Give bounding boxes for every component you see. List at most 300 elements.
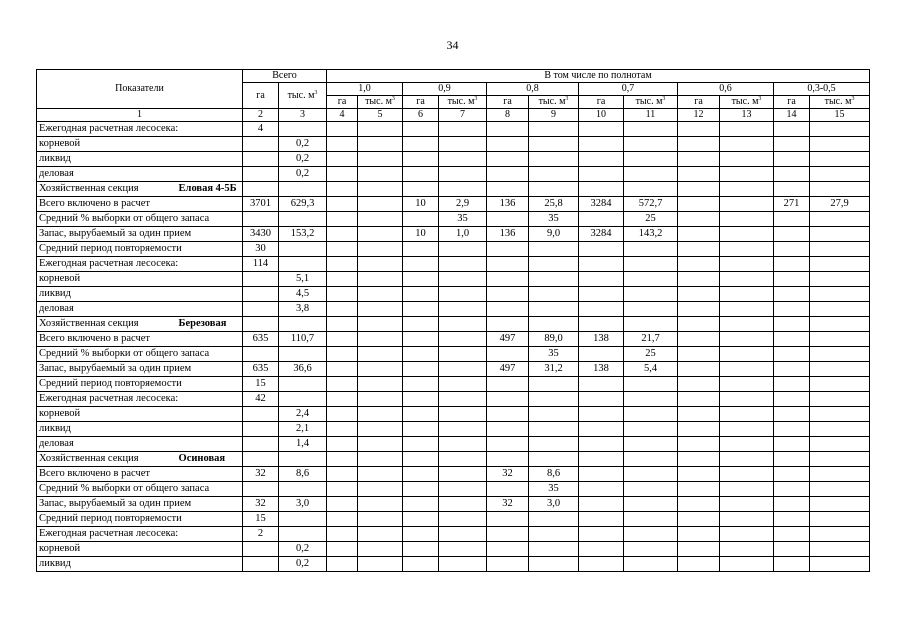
- table-cell: [774, 137, 810, 152]
- table-cell: [579, 182, 624, 197]
- table-cell: [327, 272, 358, 287]
- table-cell: 138: [579, 362, 624, 377]
- table-cell: [279, 182, 327, 197]
- row-label: Ежегодная расчетная лесосека:: [37, 122, 243, 137]
- table-cell: 0,2: [279, 167, 327, 182]
- table-cell: [439, 137, 487, 152]
- table-cell: [327, 392, 358, 407]
- table-cell: [327, 452, 358, 467]
- table-cell: [678, 317, 720, 332]
- table-cell: 2: [243, 527, 279, 542]
- table-cell: [579, 482, 624, 497]
- table-cell: [720, 257, 774, 272]
- table-cell: [624, 287, 678, 302]
- table-cell: [720, 122, 774, 137]
- table-cell: [403, 272, 439, 287]
- table-cell: [810, 122, 870, 137]
- table-cell: [403, 212, 439, 227]
- row-label: Запас, вырубаемый за один прием: [37, 227, 243, 242]
- table-cell: [243, 182, 279, 197]
- table-cell: [720, 332, 774, 347]
- table-cell: [579, 317, 624, 332]
- table-row: [37, 482, 870, 497]
- table-cell: [678, 122, 720, 137]
- table-cell: 31,2: [529, 362, 579, 377]
- row-label: Средний % выборки от общего запаса: [37, 482, 243, 497]
- table-cell: [439, 437, 487, 452]
- table-cell: [403, 422, 439, 437]
- table-cell: [327, 287, 358, 302]
- table-cell: [487, 302, 529, 317]
- table-cell: 136: [487, 197, 529, 212]
- table-cell: [774, 212, 810, 227]
- table-cell: [358, 542, 403, 557]
- table-cell: [678, 332, 720, 347]
- table-cell: [678, 482, 720, 497]
- header-unit-ha: га: [678, 96, 720, 109]
- table-cell: 25: [624, 212, 678, 227]
- table-cell: [774, 167, 810, 182]
- table-cell: [487, 242, 529, 257]
- table-cell: [403, 482, 439, 497]
- table-cell: [487, 512, 529, 527]
- table-row: [37, 377, 870, 392]
- table-cell: [327, 497, 358, 512]
- table-cell: [279, 527, 327, 542]
- table-cell: [358, 497, 403, 512]
- table-cell: [774, 512, 810, 527]
- table-cell: [579, 467, 624, 482]
- table-cell: 0,2: [279, 557, 327, 572]
- table-cell: [678, 137, 720, 152]
- table-cell: [487, 527, 529, 542]
- table-cell: [529, 422, 579, 437]
- table-cell: [810, 422, 870, 437]
- table-cell: [243, 272, 279, 287]
- section-label: Хозяйственная секция: [39, 317, 139, 329]
- table-cell: [720, 182, 774, 197]
- table-cell: [810, 527, 870, 542]
- table-cell: [810, 332, 870, 347]
- table-cell: [529, 437, 579, 452]
- table-cell: [358, 377, 403, 392]
- row-label: Всего включено в расчет: [37, 332, 243, 347]
- table-cell: [439, 242, 487, 257]
- table-cell: [529, 182, 579, 197]
- table-cell: [358, 317, 403, 332]
- table-cell: [529, 512, 579, 527]
- table-cell: [327, 527, 358, 542]
- table-cell: [529, 542, 579, 557]
- table-cell: 138: [579, 332, 624, 347]
- table-cell: [327, 482, 358, 497]
- table-cell: [774, 362, 810, 377]
- table-cell: [720, 197, 774, 212]
- table-cell: [279, 212, 327, 227]
- table-cell: [678, 497, 720, 512]
- table-cell: [403, 302, 439, 317]
- table-cell: [529, 317, 579, 332]
- table-cell: [327, 227, 358, 242]
- table-cell: [403, 347, 439, 362]
- table-cell: [487, 347, 529, 362]
- table-cell: [579, 512, 624, 527]
- table-cell: [720, 557, 774, 572]
- table-cell: [403, 137, 439, 152]
- table-cell: [327, 302, 358, 317]
- table-cell: [774, 332, 810, 347]
- table-cell: [403, 437, 439, 452]
- table-cell: [439, 122, 487, 137]
- table-cell: [720, 377, 774, 392]
- table-cell: [810, 497, 870, 512]
- table-cell: [774, 392, 810, 407]
- table-cell: [810, 392, 870, 407]
- table-cell: [678, 392, 720, 407]
- table-cell: [579, 257, 624, 272]
- table-cell: [358, 482, 403, 497]
- table-cell: [358, 527, 403, 542]
- table-cell: [774, 257, 810, 272]
- table-cell: [774, 557, 810, 572]
- table-cell: [327, 377, 358, 392]
- header-density-6: 0,3-0,5: [774, 83, 870, 96]
- table-cell: [678, 257, 720, 272]
- table-body: [37, 122, 870, 572]
- table-cell: [358, 287, 403, 302]
- table-cell: [487, 182, 529, 197]
- section-header-cell: [37, 452, 243, 467]
- table-cell: [529, 167, 579, 182]
- table-cell: [774, 542, 810, 557]
- table-cell: [810, 482, 870, 497]
- table-cell: [579, 347, 624, 362]
- table-cell: 15: [243, 512, 279, 527]
- table-row: [37, 437, 870, 452]
- page-number: 34: [446, 38, 459, 52]
- table-cell: [624, 317, 678, 332]
- table-cell: [810, 137, 870, 152]
- header-indicator: Показатели: [37, 70, 243, 109]
- table-cell: 10: [403, 197, 439, 212]
- table-row: [37, 152, 870, 167]
- table-cell: [624, 182, 678, 197]
- table-cell: [810, 362, 870, 377]
- table-cell: [403, 152, 439, 167]
- table-cell: 143,2: [624, 227, 678, 242]
- table-cell: [720, 362, 774, 377]
- table-cell: [439, 452, 487, 467]
- table-row: [37, 197, 870, 212]
- table-cell: [678, 467, 720, 482]
- table-cell: [487, 212, 529, 227]
- table-cell: [243, 482, 279, 497]
- table-cell: [358, 167, 403, 182]
- table-cell: [529, 527, 579, 542]
- table-cell: [529, 257, 579, 272]
- header-by-density: В том числе по полнотам: [327, 70, 870, 83]
- table-cell: [624, 302, 678, 317]
- table-cell: [678, 152, 720, 167]
- table-cell: 153,2: [279, 227, 327, 242]
- table-cell: [624, 407, 678, 422]
- table-cell: [439, 317, 487, 332]
- table-cell: 35: [439, 212, 487, 227]
- table-cell: [403, 377, 439, 392]
- table-cell: [327, 407, 358, 422]
- table-row: [37, 227, 870, 242]
- table-cell: [774, 152, 810, 167]
- row-label: Всего включено в расчет: [37, 467, 243, 482]
- table-cell: [439, 257, 487, 272]
- table-cell: [720, 512, 774, 527]
- table-cell: [624, 437, 678, 452]
- table-row: [37, 302, 870, 317]
- header-unit-volume: тыс. $м^3$: [358, 96, 403, 109]
- table-cell: [720, 407, 774, 422]
- table-cell: [529, 452, 579, 467]
- table-row: [37, 212, 870, 227]
- table-cell: 5,4: [624, 362, 678, 377]
- table-cell: [579, 377, 624, 392]
- table-cell: [403, 287, 439, 302]
- table-cell: [579, 122, 624, 137]
- column-number: 3: [279, 109, 327, 122]
- table-cell: [529, 137, 579, 152]
- table-cell: [358, 302, 403, 317]
- table-cell: [358, 362, 403, 377]
- table-cell: [774, 182, 810, 197]
- table-cell: [327, 362, 358, 377]
- table-cell: [774, 287, 810, 302]
- table-row: [37, 527, 870, 542]
- table-cell: 8,6: [529, 467, 579, 482]
- table-cell: [243, 287, 279, 302]
- column-number: 15: [810, 109, 870, 122]
- column-number: 13: [720, 109, 774, 122]
- table-cell: [358, 227, 403, 242]
- table-cell: [579, 497, 624, 512]
- table-cell: [529, 407, 579, 422]
- table-cell: [720, 317, 774, 332]
- table-cell: [529, 302, 579, 317]
- table-cell: [774, 347, 810, 362]
- table-cell: 114: [243, 257, 279, 272]
- table-cell: [358, 467, 403, 482]
- table-cell: [624, 392, 678, 407]
- table-cell: [624, 467, 678, 482]
- table-cell: [810, 317, 870, 332]
- table-cell: 35: [529, 482, 579, 497]
- table-cell: [810, 542, 870, 557]
- table-cell: [358, 122, 403, 137]
- table-cell: [774, 302, 810, 317]
- table-cell: [439, 542, 487, 557]
- table-cell: [624, 272, 678, 287]
- table-cell: [403, 167, 439, 182]
- table-cell: [358, 557, 403, 572]
- column-number: 12: [678, 109, 720, 122]
- table-cell: [439, 362, 487, 377]
- table-cell: [529, 557, 579, 572]
- section-header-row: [37, 317, 870, 332]
- table-cell: [327, 242, 358, 257]
- table-cell: 32: [487, 467, 529, 482]
- header-unit-ha: га: [327, 96, 358, 109]
- table-cell: [624, 257, 678, 272]
- row-label: Ежегодная расчетная лесосека:: [37, 527, 243, 542]
- header-total-ha: га: [243, 83, 279, 109]
- table-cell: [720, 542, 774, 557]
- table-cell: 629,3: [279, 197, 327, 212]
- table-cell: [403, 452, 439, 467]
- row-label: корневой: [37, 137, 243, 152]
- table-cell: [358, 257, 403, 272]
- table-row: [37, 497, 870, 512]
- table-cell: [579, 557, 624, 572]
- table-cell: 572,7: [624, 197, 678, 212]
- table-cell: [327, 137, 358, 152]
- table-row: [37, 242, 870, 257]
- table-cell: [624, 167, 678, 182]
- table-cell: 0,2: [279, 137, 327, 152]
- table-row: [37, 332, 870, 347]
- header-density-5: 0,6: [678, 83, 774, 96]
- header-unit-volume: тыс. $м^3$: [529, 96, 579, 109]
- table-row: [37, 422, 870, 437]
- table-cell: [243, 557, 279, 572]
- table-cell: [579, 137, 624, 152]
- table-cell: [243, 137, 279, 152]
- table-cell: [529, 392, 579, 407]
- table-cell: [810, 347, 870, 362]
- table-cell: [439, 332, 487, 347]
- header-density-4: 0,7: [579, 83, 678, 96]
- table-cell: [579, 272, 624, 287]
- table-cell: [439, 392, 487, 407]
- table-cell: [579, 167, 624, 182]
- table-cell: [624, 452, 678, 467]
- table-cell: [358, 407, 403, 422]
- table-cell: 2,1: [279, 422, 327, 437]
- table-cell: [810, 257, 870, 272]
- table-cell: [279, 347, 327, 362]
- table-cell: [439, 497, 487, 512]
- table-cell: [439, 182, 487, 197]
- table-cell: [403, 392, 439, 407]
- row-label: корневой: [37, 542, 243, 557]
- row-label: ликвид: [37, 152, 243, 167]
- table-row: [37, 542, 870, 557]
- table-cell: [327, 167, 358, 182]
- table-row: [37, 167, 870, 182]
- table-cell: [279, 377, 327, 392]
- table-cell: 2,4: [279, 407, 327, 422]
- header-total-volume: тыс. $м^3$: [279, 83, 327, 109]
- table-cell: [720, 452, 774, 467]
- table-cell: [678, 347, 720, 362]
- table-cell: [487, 152, 529, 167]
- table-cell: 497: [487, 332, 529, 347]
- table-cell: [720, 212, 774, 227]
- row-label: Средний % выборки от общего запаса: [37, 212, 243, 227]
- table-cell: [678, 212, 720, 227]
- table-row: [37, 122, 870, 137]
- table-cell: [579, 287, 624, 302]
- table-cell: [358, 137, 403, 152]
- table-cell: [327, 557, 358, 572]
- table-cell: [487, 437, 529, 452]
- table-cell: [243, 422, 279, 437]
- table-cell: [678, 227, 720, 242]
- table-cell: [403, 257, 439, 272]
- table-cell: [720, 347, 774, 362]
- table-cell: [810, 227, 870, 242]
- table-cell: [279, 452, 327, 467]
- table-cell: [810, 272, 870, 287]
- row-label: деловая: [37, 302, 243, 317]
- table-cell: [439, 287, 487, 302]
- row-label: Ежегодная расчетная лесосека:: [37, 392, 243, 407]
- table-cell: 3,8: [279, 302, 327, 317]
- table-cell: 110,7: [279, 332, 327, 347]
- table-cell: 32: [487, 497, 529, 512]
- table-cell: [487, 287, 529, 302]
- table-cell: 32: [243, 467, 279, 482]
- table-cell: [358, 452, 403, 467]
- table-cell: [529, 377, 579, 392]
- table-cell: 1,4: [279, 437, 327, 452]
- row-label: ликвид: [37, 422, 243, 437]
- table-cell: [810, 182, 870, 197]
- table-cell: [579, 422, 624, 437]
- table-cell: [678, 407, 720, 422]
- header-density-2: 0,9: [403, 83, 487, 96]
- table-cell: [327, 152, 358, 167]
- column-number: 4: [327, 109, 358, 122]
- table-cell: [358, 197, 403, 212]
- table-cell: [487, 377, 529, 392]
- table-cell: [579, 542, 624, 557]
- table-cell: [358, 182, 403, 197]
- table-cell: [487, 542, 529, 557]
- table-cell: [720, 302, 774, 317]
- row-label: корневой: [37, 272, 243, 287]
- table-cell: 3701: [243, 197, 279, 212]
- table-cell: 635: [243, 362, 279, 377]
- table-cell: [678, 542, 720, 557]
- table-cell: [810, 152, 870, 167]
- row-label: Запас, вырубаемый за один прием: [37, 362, 243, 377]
- table-cell: [327, 212, 358, 227]
- header-density-3: 0,8: [487, 83, 579, 96]
- table-cell: [279, 317, 327, 332]
- table-cell: [810, 557, 870, 572]
- table-cell: [774, 377, 810, 392]
- table-cell: [624, 122, 678, 137]
- table-cell: [403, 332, 439, 347]
- table-cell: [774, 482, 810, 497]
- table-cell: [720, 467, 774, 482]
- row-label: Запас, вырубаемый за один прием: [37, 497, 243, 512]
- table-row: [37, 557, 870, 572]
- header-unit-ha: га: [579, 96, 624, 109]
- table-row: [37, 392, 870, 407]
- table-cell: [279, 242, 327, 257]
- table-cell: [678, 422, 720, 437]
- table-cell: [403, 182, 439, 197]
- table-cell: [810, 377, 870, 392]
